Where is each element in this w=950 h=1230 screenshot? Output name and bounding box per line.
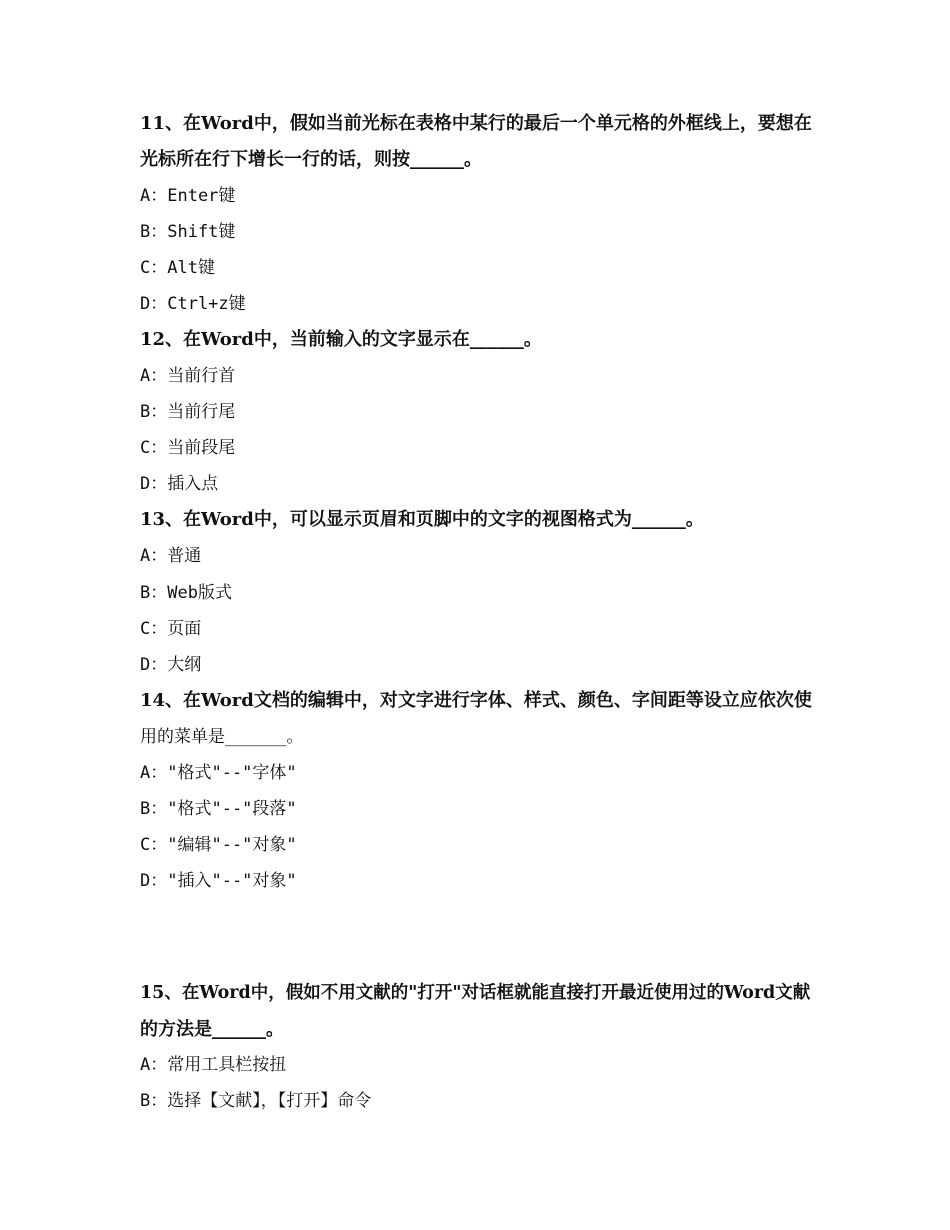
question-14-option-b: B："格式"--"段落": [140, 799, 297, 819]
question-11-option-a: A：Enter键: [140, 186, 236, 206]
question-11-stem-line-2: 光标所在行下增长一行的话，则按______。: [140, 149, 482, 170]
question-13-option-b: B：Web版式: [140, 583, 232, 603]
question-12-stem-line-1: 12、在Word中，当前输入的文字显示在______。: [140, 329, 542, 350]
question-14-option-d: D："插入"--"对象": [140, 871, 297, 891]
question-12-option-b: B：当前行尾: [140, 402, 236, 422]
question-15-stem-line-2: 的方法是______。: [140, 1019, 284, 1040]
question-13-option-a: A：普通: [140, 546, 202, 566]
question-14-stem-line-1: 14、在Word文档的编辑中，对文字进行字体、样式、颜色、字间距等设立应依次使: [140, 690, 812, 711]
question-15-stem-line-1: 15、在Word中，假如不用文献的"打开"对话框就能直接打开最近使用过的Word文献: [140, 983, 811, 1003]
question-12-option-d: D：插入点: [140, 474, 219, 494]
question-11-option-b: B：Shift键: [140, 222, 236, 242]
question-12-option-a: A：当前行首: [140, 366, 236, 386]
question-11-stem-line-1: 11、在Word中，假如当前光标在表格中某行的最后一个单元格的外框线上，要想在: [140, 113, 812, 134]
question-13-option-d: D：大纲: [140, 655, 202, 675]
question-12-option-c: C：当前段尾: [140, 438, 236, 458]
question-14-option-c: C："编辑"--"对象": [140, 835, 297, 855]
question-13-stem-line-1: 13、在Word中，可以显示页眉和页脚中的文字的视图格式为______。: [140, 509, 704, 530]
question-14-option-a: A："格式"--"字体": [140, 763, 297, 783]
question-13-option-c: C：页面: [140, 619, 202, 639]
question-15-option-b: B：选择【文献】，【打开】命令: [140, 1091, 372, 1111]
question-11-option-d: D：Ctrl+z键: [140, 294, 246, 314]
question-15-option-a: A：常用工具栏按扭: [140, 1055, 287, 1075]
question-11-option-c: C：Alt键: [140, 258, 215, 278]
question-14-stem-line-2: 用的菜单是______。: [140, 727, 304, 747]
